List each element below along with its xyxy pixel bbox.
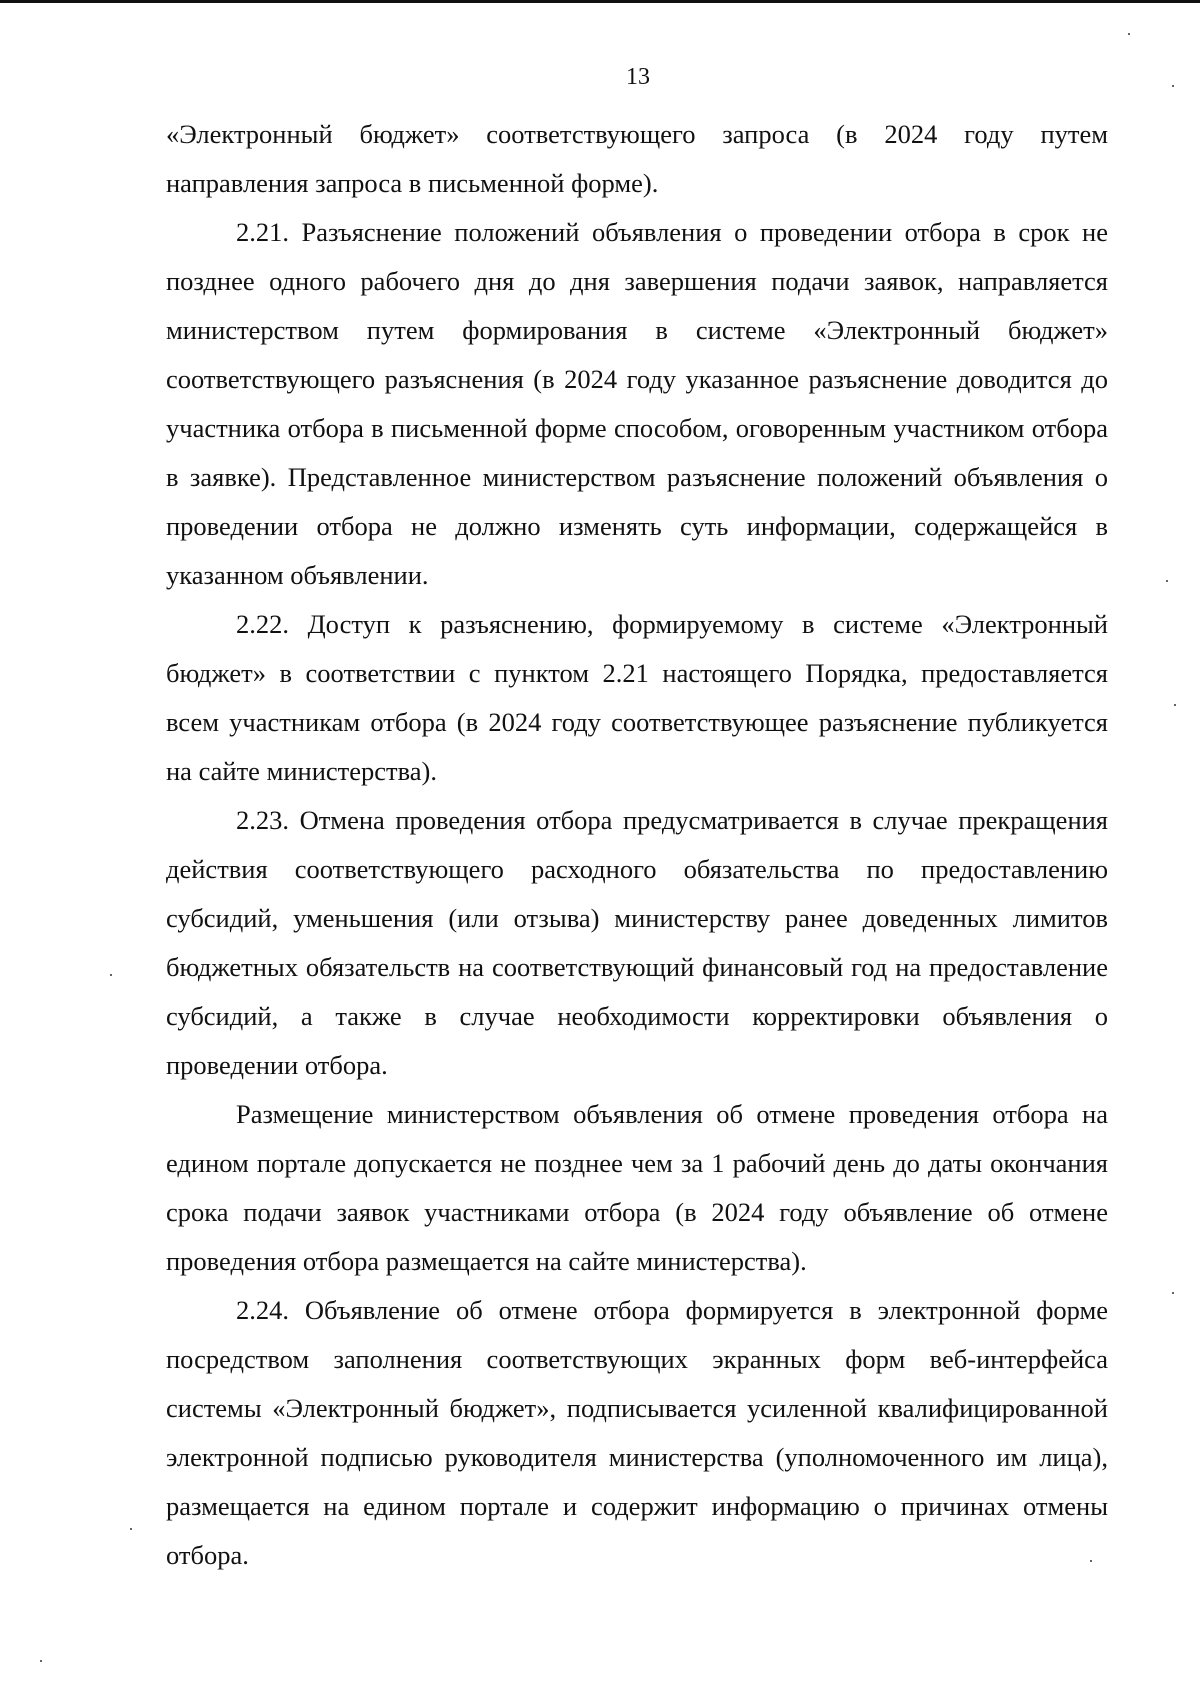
scan-speck xyxy=(40,1660,42,1662)
scan-speck xyxy=(1172,1292,1174,1294)
scan-speck xyxy=(110,974,112,976)
scan-top-edge xyxy=(0,0,1200,3)
paragraph-2-24: 2.24. Объявление об отмене отбора формируется в электронной форме посредством заполнения соответствующих экранных форм веб-интерфейса системы «Электронный бюджет», подписывается усиленной квалифицированной электронной подписью руководителя министерства (уполномоченного им лица), размещается на едином портале и содержит информацию о причинах отмены отбора. xyxy=(166,1295,1108,1570)
scan-speck xyxy=(1128,33,1130,35)
scan-speck xyxy=(1166,580,1168,582)
document-body xyxy=(166,110,1108,1580)
paragraph-cancellation-posting: Размещение министерством объявления об отмене проведения отбора на едином портале допускается не позднее чем за 1 рабочий день до даты окончания срока подачи заявок участниками отбора (в 2024 году объявление об отмене проведения отбора размещается на сайте министерства). xyxy=(166,1099,1108,1276)
scan-speck xyxy=(130,1528,132,1530)
paragraph-continuation: «Электронный бюджет» соответствующего запроса (в 2024 году путем направления запроса в письменной форме). xyxy=(166,119,1108,198)
paragraph-2-21: 2.21. Разъяснение положений объявления о проведении отбора в срок не позднее одного рабочего дня до дня завершения подачи заявок, направляется министерством путем формирования в системе «Электронный бюджет» соответствующего разъяснения (в 2024 году указанное разъяснение доводится до участника отбора в письменной форме способом, оговоренным участником отбора в заявке). Представленное министерством разъяснение положений объявления о проведении отбора не должно изменять суть информации, содержащейся в указанном объявлении. xyxy=(166,217,1108,590)
page-number: 13 xyxy=(626,64,650,90)
scan-speck xyxy=(1174,704,1176,706)
paragraph-2-23: 2.23. Отмена проведения отбора предусматривается в случае прекращения действия соответствующего расходного обязательства по предоставлению субсидий, уменьшения (или отзыва) министерству ранее доведенных лимитов бюджетных обязательств на соответствующий финансовый год на предоставление субсидий, а также в случае необходимости корректировки объявления о проведении отбора. xyxy=(166,805,1108,1080)
scan-speck xyxy=(1090,1560,1092,1562)
scan-speck xyxy=(1172,85,1174,87)
paragraph-2-22: 2.22. Доступ к разъяснению, формируемому в системе «Электронный бюджет» в соответствии с пунктом 2.21 настоящего Порядка, предоставляется всем участникам отбора (в 2024 году соответствующее разъяснение публикуется на сайте министерства). xyxy=(166,609,1108,786)
